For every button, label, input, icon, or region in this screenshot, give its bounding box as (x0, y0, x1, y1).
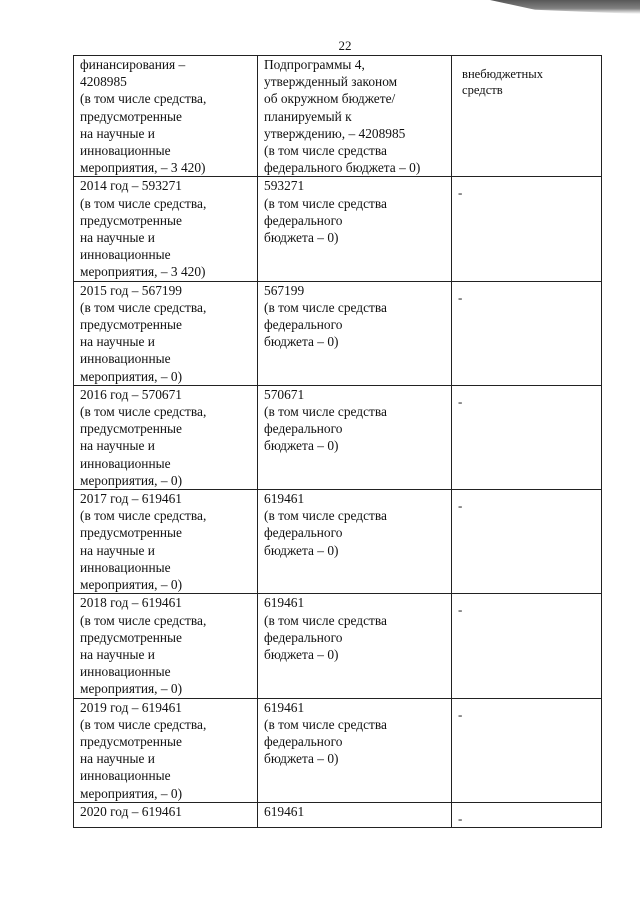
budget-law-cell (258, 177, 452, 281)
cell-text-line: бюджета – 0) (264, 438, 339, 454)
cell-text-line: инновационные (80, 351, 171, 367)
cell-text-line: инновационные (80, 247, 171, 263)
cell-text-line: 619461 (264, 491, 305, 507)
cell-text-line: (в том числе средства (264, 404, 387, 420)
cell-text-line: (в том числе средства, (80, 299, 207, 315)
dash-mark: - (458, 810, 463, 826)
cell-text-line: инновационные (80, 143, 171, 159)
cell-text-line: инновационные (80, 559, 171, 575)
cell-text-line: предусмотренные (80, 317, 182, 333)
cell-text-line: мероприятия, – 0) (80, 785, 183, 801)
cell-text-line: (в том числе средства, (80, 716, 207, 732)
budget-law-cell (258, 385, 452, 489)
cell-text-line: (в том числе средства (264, 195, 387, 211)
period-amount-cell (74, 177, 258, 281)
cell-text-line: внебюджетных (462, 67, 543, 81)
cell-text-line: бюджета – 0) (264, 542, 339, 558)
cell-text-line: предусмотренные (80, 212, 182, 228)
table-row (74, 594, 602, 698)
cell-text-line: (в том числе средства, (80, 612, 207, 628)
dash-mark: - (458, 498, 463, 514)
budget-law-cell (258, 594, 452, 698)
cell-text-line: 2016 год – 570671 (80, 386, 182, 402)
period-amount-cell (74, 385, 258, 489)
cell-text-line: 593271 (264, 178, 305, 194)
cell-text-line: бюджета – 0) (264, 334, 339, 350)
table-row (74, 385, 602, 489)
table-row (74, 490, 602, 594)
cell-text-line: 2019 год – 619461 (80, 699, 182, 715)
cell-text-line: мероприятия, – 0) (80, 368, 183, 384)
table-row (74, 281, 602, 385)
cell-text-line: мероприятия, – 0) (80, 577, 183, 593)
period-amount-cell (74, 490, 258, 594)
extrabudgetary-cell (452, 802, 602, 827)
cell-text-line: 2014 год – 593271 (80, 178, 182, 194)
cell-text-line: на научные и (80, 438, 155, 454)
table-row (74, 698, 602, 802)
funding-table-body (74, 56, 602, 828)
period-amount-cell (74, 698, 258, 802)
cell-text-line: федерального (264, 212, 343, 228)
cell-text-line: на научные и (80, 751, 155, 767)
cell-text-line: предусмотренные (80, 525, 182, 541)
cell-text-line: на научные и (80, 230, 155, 246)
cell-text-line: инновационные (80, 455, 171, 471)
cell-text-line: бюджета – 0) (264, 230, 339, 246)
dash-mark: - (458, 289, 463, 305)
dash-mark: - (458, 602, 463, 618)
cell-text-line: (в том числе средства (264, 716, 387, 732)
period-amount-cell (74, 594, 258, 698)
cell-text-line: средств (462, 83, 503, 97)
cell-text-line: на научные и (80, 646, 155, 662)
cell-text-line: федерального (264, 421, 343, 437)
cell-text-line: Подпрограммы 4, (264, 57, 365, 72)
funding-table (73, 55, 602, 828)
cell-text-line: (в том числе средства (264, 299, 387, 315)
cell-text-line: мероприятия, – 3 420) (80, 160, 206, 176)
dash-mark: - (458, 706, 463, 722)
budget-law-cell (258, 698, 452, 802)
cell-text-line: 2018 год – 619461 (80, 595, 182, 611)
cell-text-line: (в том числе средства (264, 612, 387, 628)
cell-text-line: на научные и (80, 334, 155, 350)
cell-text-line: федерального (264, 629, 343, 645)
cell-text-line: федерального (264, 525, 343, 541)
extrabudgetary-cell (452, 490, 602, 594)
budget-law-cell (258, 490, 452, 594)
extrabudgetary-cell (452, 56, 602, 177)
period-amount-cell (74, 802, 258, 827)
cell-text-line: планируемый к (264, 108, 352, 124)
table-row (74, 56, 602, 177)
cell-text-line: на научные и (80, 125, 155, 141)
cell-text-line: 619461 (264, 595, 305, 611)
extrabudgetary-cell (452, 177, 602, 281)
cell-text-line: предусмотренные (80, 108, 182, 124)
table-row (74, 177, 602, 281)
cell-text-line: на научные и (80, 542, 155, 558)
cell-text-line: утвержденный законом (264, 74, 398, 90)
cell-text-line: бюджета – 0) (264, 646, 339, 662)
cell-text-line: мероприятия, – 3 420) (80, 264, 206, 280)
period-amount-cell (74, 56, 258, 177)
cell-text-line: мероприятия, – 0) (80, 472, 183, 488)
cell-text-line: бюджета – 0) (264, 751, 339, 767)
page-number: 22 (338, 38, 352, 53)
cell-text-line: 2015 год – 567199 (80, 282, 182, 298)
cell-text-line: об окружном бюджете/ (264, 91, 396, 107)
cell-text-line: (в том числе средства, (80, 404, 207, 420)
dash-mark: - (458, 185, 463, 201)
cell-text-line: предусмотренные (80, 733, 182, 749)
cell-text-line: (в том числе средства, (80, 91, 207, 107)
period-amount-cell (74, 281, 258, 385)
cell-text-line: 619461 (264, 699, 305, 715)
cell-text-line: 567199 (264, 282, 305, 298)
budget-law-cell (258, 56, 452, 177)
extrabudgetary-cell (452, 594, 602, 698)
cell-text-line: (в том числе средства (264, 143, 387, 159)
cell-text-line: предусмотренные (80, 421, 182, 437)
table-row (74, 802, 602, 827)
budget-law-cell (258, 281, 452, 385)
cell-text-line: (в том числе средства, (80, 195, 207, 211)
cell-text-line: федерального бюджета – 0) (264, 160, 421, 176)
cell-text-line: инновационные (80, 664, 171, 680)
cell-text-line: инновационные (80, 768, 171, 784)
cell-text-line: (в том числе средства, (80, 508, 207, 524)
cell-text-line: федерального (264, 317, 343, 333)
extrabudgetary-cell (452, 385, 602, 489)
extrabudgetary-cell (452, 698, 602, 802)
cell-text-line: утверждению, – 4208985 (264, 125, 406, 141)
cell-text-line: финансирования – (80, 57, 186, 72)
extrabudgetary-cell (452, 281, 602, 385)
cell-text-line: 619461 (264, 803, 305, 819)
cell-text-line: мероприятия, – 0) (80, 681, 183, 697)
dash-mark: - (458, 393, 463, 409)
cell-text-line: федерального (264, 733, 343, 749)
cell-text-line: (в том числе средства (264, 508, 387, 524)
cell-text-line: 2017 год – 619461 (80, 491, 182, 507)
cell-text-line: 2020 год – 619461 (80, 803, 182, 819)
cell-text-line: 4208985 (80, 74, 127, 90)
budget-law-cell (258, 802, 452, 827)
scan-edge-artifact (490, 0, 640, 14)
cell-text-line: 570671 (264, 386, 305, 402)
cell-text-line: предусмотренные (80, 629, 182, 645)
